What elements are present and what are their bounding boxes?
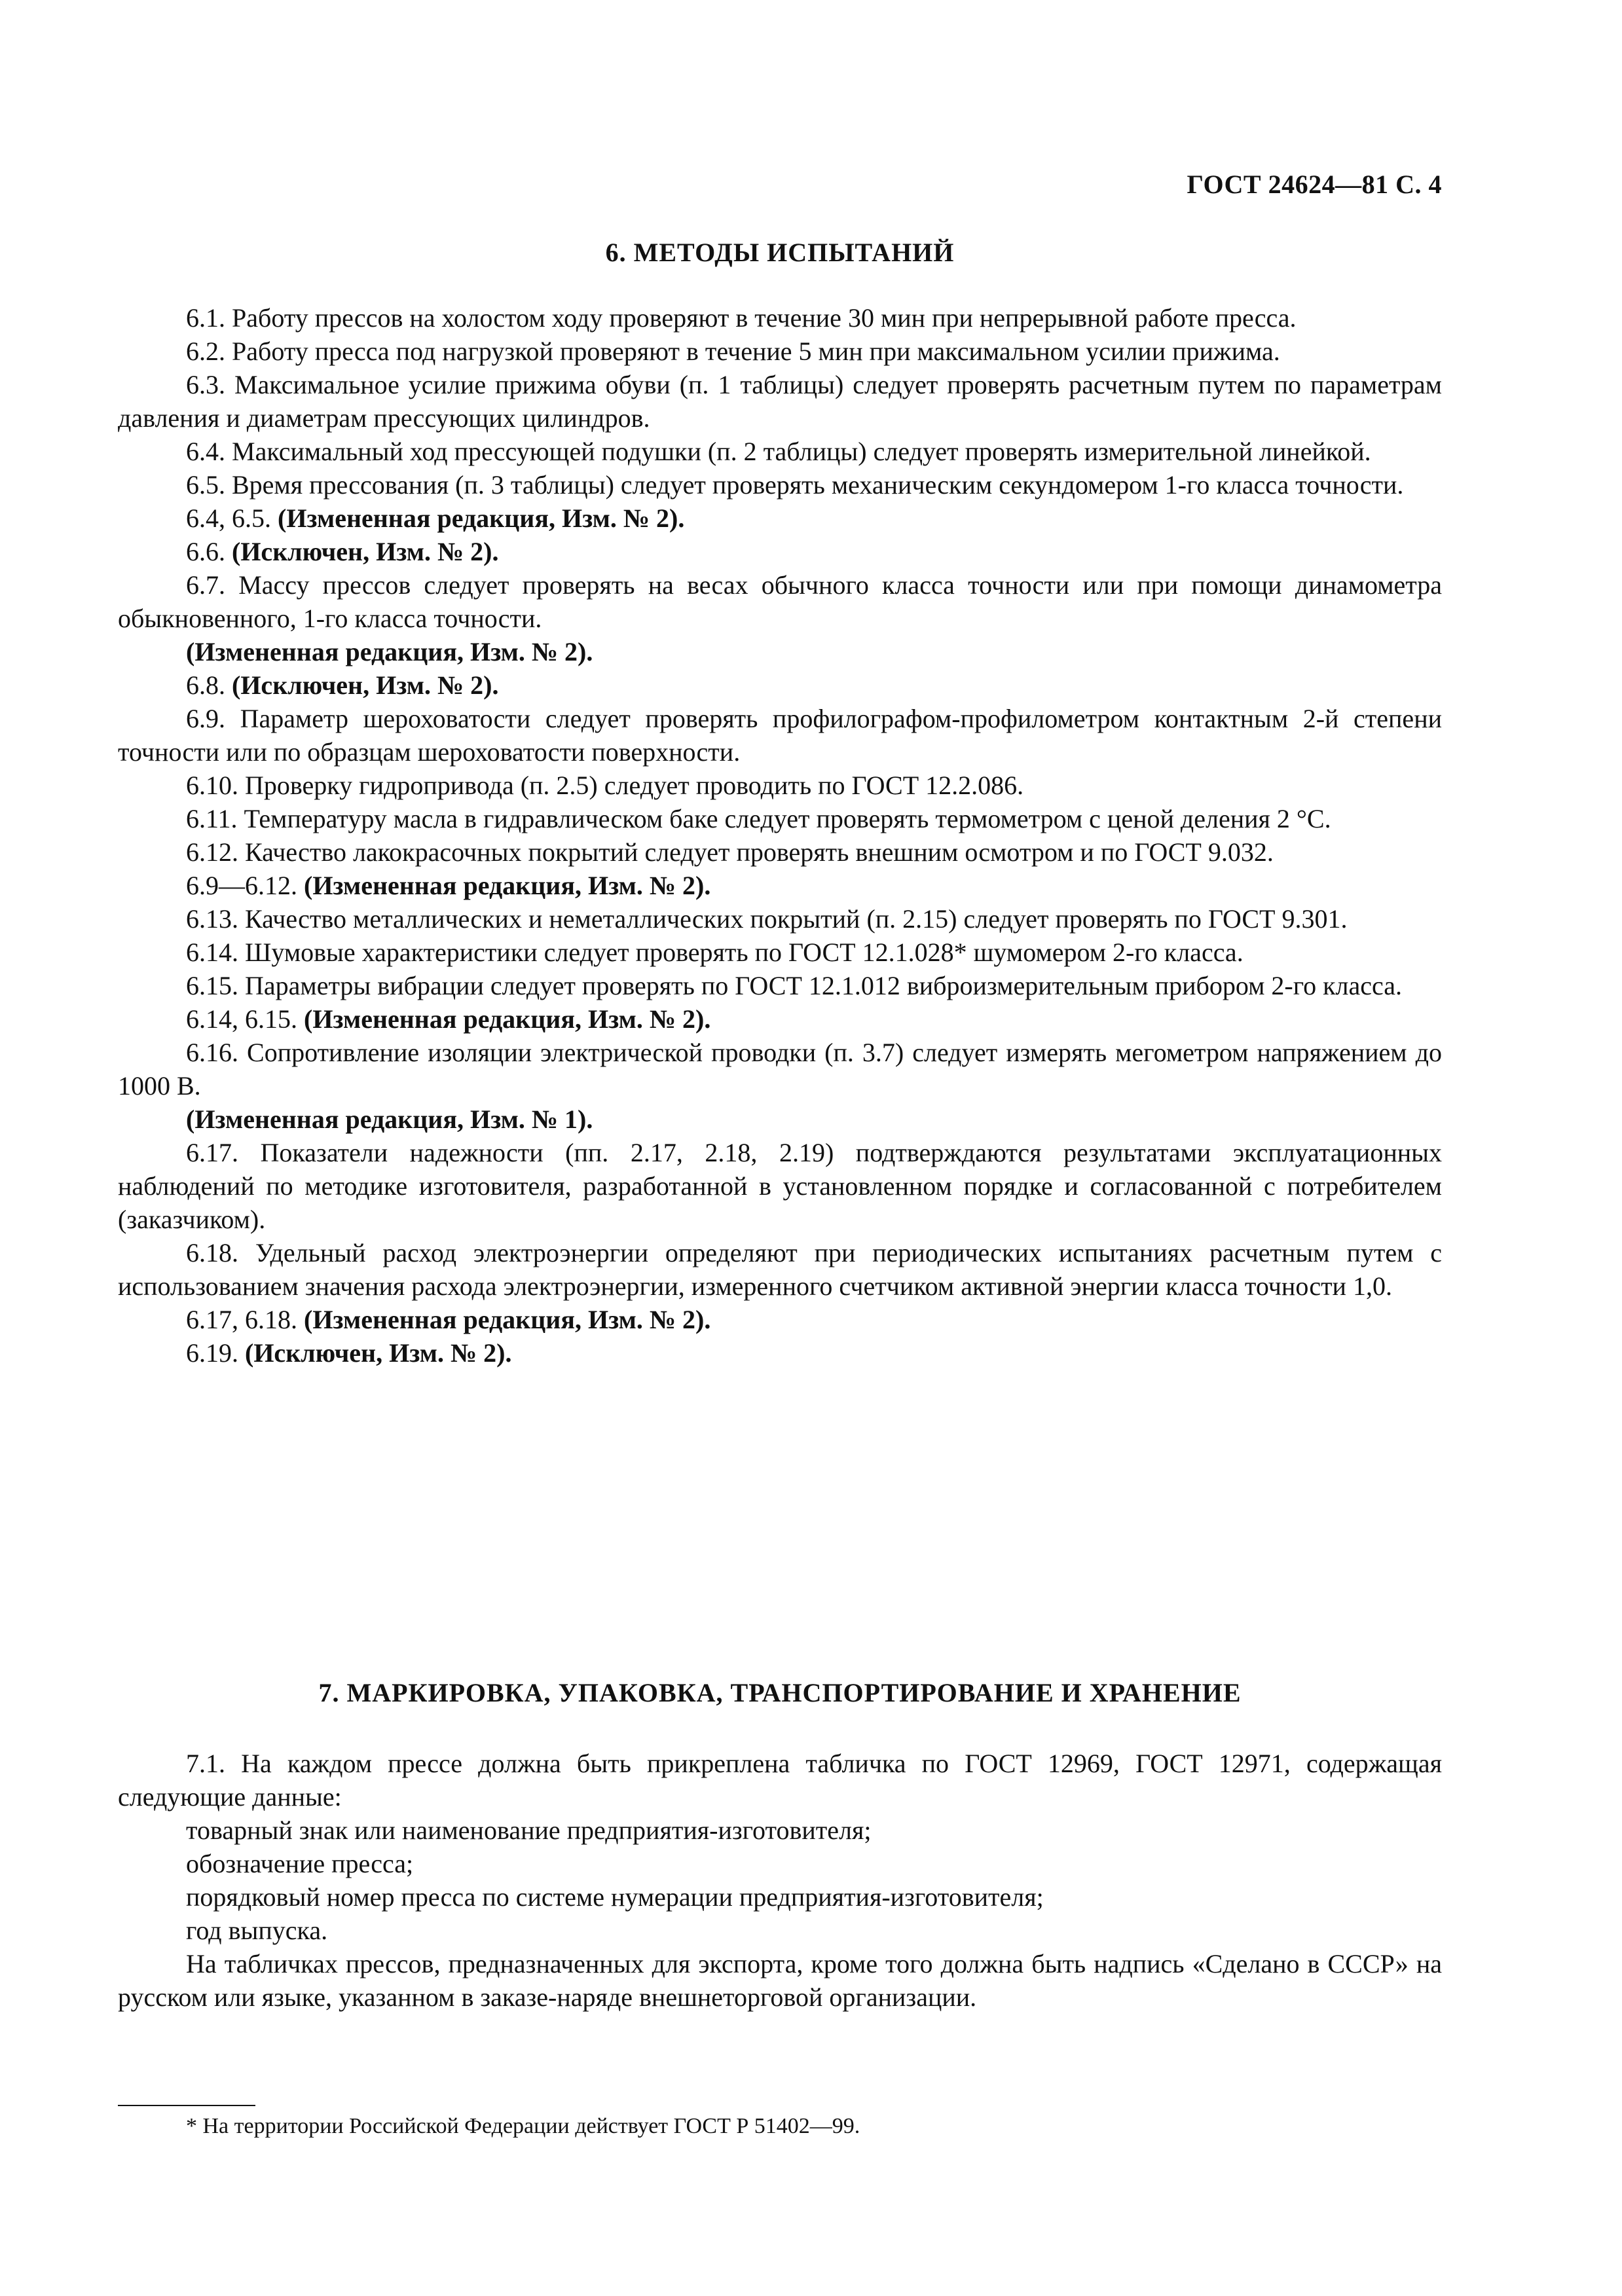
clause-paragraph [118,635,1442,668]
clause-text: 6.10. Проверку гидропривода (п. 2.5) следует проводить по ГОСТ 12.2.086. [186,771,1024,800]
clause-text: 6.16. Сопротивление изоляции электрической проводки (п. 3.7) следует измерять мегометром напряжением до 1000 В. [118,1038,1442,1101]
clause-paragraph [118,1002,1442,1036]
clause-paragraph [118,501,1442,535]
amendment-note: (Измененная редакция, Изм. № 2). [304,1004,711,1034]
clause-text: 6.14. Шумовые характеристики следует проверять по ГОСТ 12.1.028* шумомером 2-го класса. [186,938,1244,967]
footnote: * На территории Российской Федерации действует ГОСТ Р 51402—99. [186,2114,860,2138]
amendment-note: (Исключен, Изм. № 2). [232,670,499,700]
clause-text: 6.7. Массу прессов следует проверять на весах обычного класса точности или при помощи динамометра обыкновенного, 1-го класса точности. [118,570,1442,633]
section-7-intro: 7.1. На каждом прессе должна быть прикреплена табличка по ГОСТ 12969, ГОСТ 12971, содержащая следующие данные: [118,1749,1442,1812]
clause-text: 6.19. [186,1338,245,1368]
clause-text: 6.9. Параметр шероховатости следует проверять профилографом-профилометром контактным 2-й степени точности или по образцам шероховатости поверхности. [118,704,1442,767]
clause-text: 6.4. Максимальный ход прессующей подушки (п. 2 таблицы) следует проверять измерительной линейкой. [186,437,1371,466]
clause-paragraph [118,869,1442,902]
clause-text: 6.13. Качество металлических и неметаллических покрытий (п. 2.15) следует проверять по ГОСТ 9.301. [186,904,1348,934]
amendment-note: (Измененная редакция, Изм. № 2). [304,1305,711,1334]
clause-paragraph [118,301,1442,335]
clause-text: 6.17. Показатели надежности (пп. 2.17, 2.18, 2.19) подтверждаются результатами эксплуатационных наблюдений по методике изготовителя, разработанной в установленном порядке и согласованной с потребителем (заказчиком). [118,1138,1442,1234]
section-7-body [118,1747,1442,2014]
clause-paragraph [118,902,1442,936]
clause-paragraph [118,702,1442,769]
clause-text: 6.4, 6.5. [186,503,278,533]
section-6-title: 6. МЕТОДЫ ИСПЫТАНИЙ [605,238,955,267]
clause-text: 6.12. Качество лакокрасочных покрытий следует проверять внешним осмотром и по ГОСТ 9.032. [186,837,1274,867]
footnote-divider [118,2105,255,2106]
clause-paragraph [118,535,1442,568]
clause-paragraph [118,1036,1442,1102]
clause-text: 6.11. Температуру масла в гидравлическом баке следует проверять термометром с ценой деления 2 °С. [186,804,1331,833]
clause-paragraph [118,1236,1442,1303]
clause-text: 6.1. Работу прессов на холостом ходу проверяют в течение 30 мин при непрерывной работе пресса. [186,303,1297,333]
list-item: год выпуска. [186,1916,328,1945]
amendment-note: (Измененная редакция, Изм. № 1). [186,1104,593,1134]
clause-paragraph [118,835,1442,869]
clause-paragraph [118,435,1442,468]
clause-text: 6.15. Параметры вибрации следует проверять по ГОСТ 12.1.012 виброизмерительным прибором 2-го класса. [186,971,1403,1000]
clause-paragraph [118,969,1442,1002]
clause-text: 6.6. [186,537,232,566]
list-item: обозначение пресса; [186,1849,414,1878]
list-item: товарный знак или наименование предприятия-изготовителя; [186,1815,872,1845]
amendment-note: (Исключен, Изм. № 2). [232,537,499,566]
clause-paragraph [118,668,1442,702]
amendment-note: (Измененная редакция, Изм. № 2). [186,637,593,666]
clause-text: 6.3. Максимальное усилие прижима обуви (п. 1 таблицы) следует проверять расчетным путем по параметрам давления и диаметрам прессующих цилиндров. [118,370,1442,433]
clause-paragraph [118,468,1442,501]
clause-paragraph [118,368,1442,435]
clause-paragraph [118,1303,1442,1336]
clause-paragraph [118,335,1442,368]
clause-paragraph [118,1336,1442,1370]
clause-paragraph [118,568,1442,635]
clause-text: 6.18. Удельный расход электроэнергии определяют при периодических испытаниях расчетным путем с использованием значения расхода электроэнергии, измеренного счетчиком активной энергии класса точности 1,0. [118,1238,1442,1301]
amendment-note: (Исключен, Изм. № 2). [245,1338,512,1368]
clause-paragraph [118,769,1442,802]
list-item: порядковый номер пресса по системе нумерации предприятия-изготовителя; [186,1882,1044,1912]
clause-paragraph [118,1102,1442,1136]
clause-paragraph [118,802,1442,835]
section-7-closing: На табличках прессов, предназначенных для экспорта, кроме того должна быть надпись «Сделано в СССР» на русском или языке, указанном в заказе-наряде внешнеторговой организации. [118,1949,1442,2012]
clause-paragraph [118,936,1442,969]
clause-text: 6.8. [186,670,232,700]
clause-paragraph [118,1136,1442,1236]
clause-text: 6.17, 6.18. [186,1305,304,1334]
document-page [118,0,1442,2296]
clause-text: 6.9—6.12. [186,871,304,900]
amendment-note: (Измененная редакция, Изм. № 2). [304,871,711,900]
section-7-title: 7. МАРКИРОВКА, УПАКОВКА, ТРАНСПОРТИРОВАНИЕ И ХРАНЕНИЕ [318,1678,1242,1707]
clause-text: 6.5. Время прессования (п. 3 таблицы) следует проверять механическим секундомером 1-го класса точности. [186,470,1404,500]
section-6-body [118,301,1442,1370]
clause-text: 6.14, 6.15. [186,1004,304,1034]
clause-text: 6.2. Работу пресса под нагрузкой проверяют в течение 5 мин при максимальном усилии прижима. [186,337,1280,366]
page-header-doc-ref: ГОСТ 24624—81 С. 4 [1187,170,1442,199]
amendment-note: (Измененная редакция, Изм. № 2). [278,503,685,533]
